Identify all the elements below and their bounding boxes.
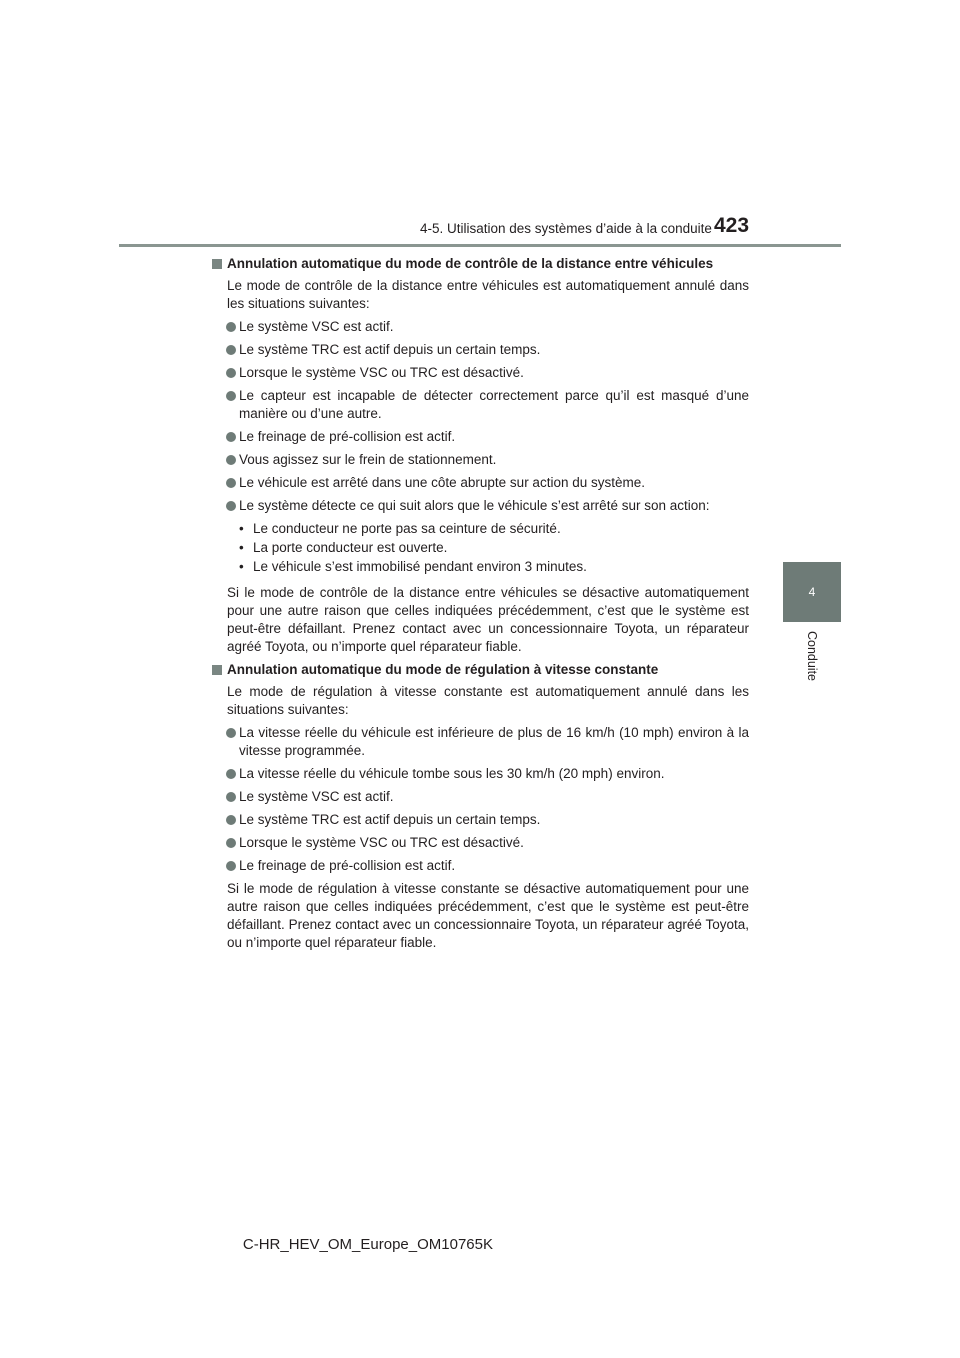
list-item: Le véhicule est arrêté dans une côte abrupte sur action du système. — [211, 474, 749, 492]
list-item: La vitesse réelle du véhicule est inférieure de plus de 16 km/h (10 mph) environ à la vitesse programmée. — [211, 724, 749, 760]
section-vehicle-distance-cancel — [211, 255, 749, 656]
list-item: Le système VSC est actif. — [211, 318, 749, 336]
section-closing: Si le mode de régulation à vitesse constante se désactive automatiquement pour une autre raison que celles indiquées précédemment, c’est que le système est peut-être défaillant. Prenez contact avec un concessionnaire Toyota, un réparateur agréé Toyota, ou n’importe quel réparateur fiable. — [227, 881, 749, 950]
list-item: Lorsque le système VSC ou TRC est désactivé. — [211, 834, 749, 852]
section-intro: Le mode de contrôle de la distance entre véhicules est automatiquement annulé dans les situations suivantes: — [227, 278, 749, 311]
footer-document-code: C-HR_HEV_OM_Europe_OM10765K — [242, 1236, 493, 1253]
chapter-tab — [783, 562, 841, 622]
list-item: Le système détecte ce qui suit alors que le véhicule s’est arrêté sur son action: — [211, 497, 749, 515]
section-heading: Annulation automatique du mode de régulation à vitesse constante — [211, 661, 749, 679]
section-intro: Le mode de régulation à vitesse constante est automatiquement annulé dans les situations suivantes: — [227, 684, 749, 717]
section-closing: Si le mode de contrôle de la distance entre véhicules se désactive automatiquement pour une autre raison que celles indiquées précédemment, c’est que le système est peut-être défaillant. Prenez contact avec un concessionnaire Toyota, un réparateur agréé Toyota, ou n’importe quel réparateur fiable. — [227, 585, 749, 654]
header-section-title: 4-5. Utilisation des systèmes d’aide à la conduite — [420, 221, 712, 236]
list-item: Vous agissez sur le frein de stationnement. — [211, 451, 749, 469]
page-number: 423 — [714, 214, 750, 237]
sub-list-item: • La porte conducteur est ouverte. — [239, 539, 749, 557]
section-constant-speed-cancel — [211, 661, 749, 952]
sub-list-item: • Le véhicule s’est immobilisé pendant environ 3 minutes. — [239, 558, 749, 576]
list-item: Le système TRC est actif depuis un certain temps. — [211, 341, 749, 359]
list-item: Le capteur est incapable de détecter correctement parce qu’il est masqué d’une manière ou d’une autre. — [211, 387, 749, 423]
sub-list-item: • Le conducteur ne porte pas sa ceinture de sécurité. — [239, 520, 749, 538]
list-item: Le système VSC est actif. — [211, 788, 749, 806]
list-item: La vitesse réelle du véhicule tombe sous les 30 km/h (20 mph) environ. — [211, 765, 749, 783]
section-heading: Annulation automatique du mode de contrôle de la distance entre véhicules — [211, 255, 749, 273]
list-item: Lorsque le système VSC ou TRC est désactivé. — [211, 364, 749, 382]
page-content — [211, 255, 749, 957]
chapter-label — [783, 630, 841, 682]
list-item: Le freinage de pré-collision est actif. — [211, 857, 749, 875]
list-item: Le système TRC est actif depuis un certain temps. — [211, 811, 749, 829]
chapter-number: 4 — [808, 585, 816, 599]
header-divider — [119, 244, 841, 247]
list-item: Le freinage de pré-collision est actif. — [211, 428, 749, 446]
chapter-label-text: Conduite — [804, 630, 819, 682]
sub-list — [239, 520, 749, 576]
